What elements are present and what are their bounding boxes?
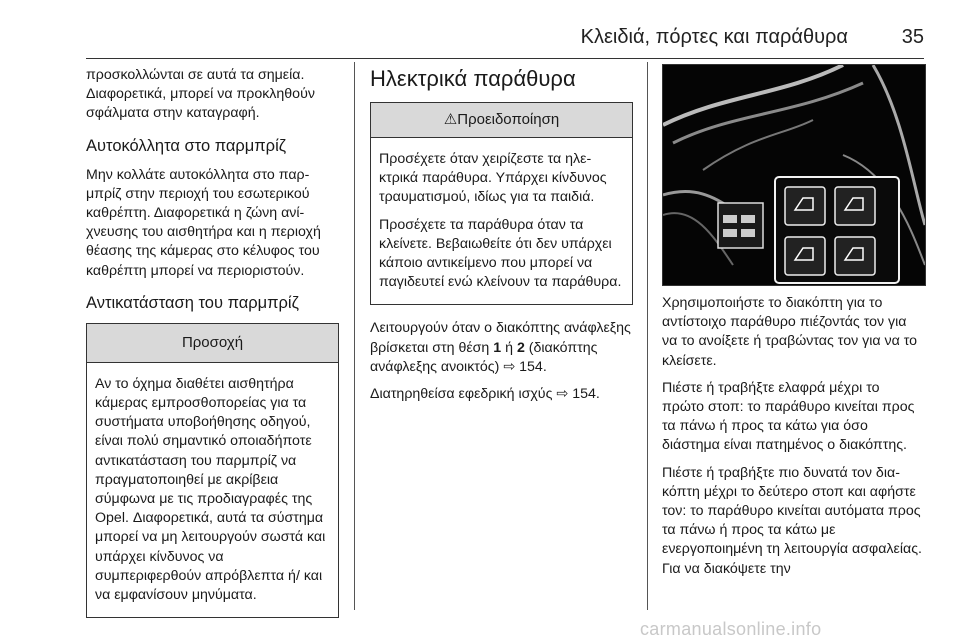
caution-text: Αν το όχημα διαθέτει αισθητήρα κάμερας εμπροσθοπορείας για τα συστήματα υποβοήθησης οδηγού, είναι πολύ σημαντικό οποιαδήποτε αντικατάσταση του παρμπρίζ να πραγματοποιηθεί με ακρίβεια σύμφωνα με τις προδιαγραφές της Opel. Διαφορετικά, αυτά τα σύστημα μπορεί να μη λειτουργούν σωστά και υπάρχει κίνδυνος να συμπεριφερθούν απρόβλεπτα ή/ και να εμφανίσουν μηνύματα. bbox=[95, 375, 326, 604]
warning-paragraph-1: Προσέχετε όταν χειρίζεστε τα ηλεκτρικά παράθυρα. Υπάρχει κίνδυνος τραυματισμού, ιδίως για τα παιδιά. bbox=[379, 151, 607, 206]
page-reference-link[interactable]: 154. bbox=[572, 386, 600, 403]
window-switch-illustration bbox=[662, 64, 926, 286]
warning-triangle-icon: ⚠ bbox=[443, 111, 458, 128]
section-heading-power-windows: Ηλεκτρικά παράθυρα bbox=[370, 66, 576, 91]
warning-box bbox=[370, 102, 633, 305]
column-2 bbox=[370, 66, 633, 412]
warning-paragraph-2: Προσέχετε τα παράθυρα όταν τα κλείνετε. Βεβαιωθείτε ότι δεν υπάρχει κάποιο αντικείμενο που μπορεί να παγιδευτεί ενώ κλείνουν τα παράθυρα. bbox=[379, 216, 622, 291]
caution-title: Προσοχή bbox=[87, 324, 338, 363]
column-3 bbox=[662, 294, 924, 587]
header-rule bbox=[86, 58, 924, 59]
column-1 bbox=[86, 66, 339, 618]
chapter-title: Κλειδιά, πόρτες και παράθυρα bbox=[580, 26, 848, 48]
section-heading-stickers: Αυτοκόλλητα στο παρμπρίζ bbox=[86, 136, 287, 155]
page-reference-link[interactable]: 154. bbox=[519, 358, 547, 375]
cross-reference-arrow-icon: ⇨ bbox=[556, 386, 569, 403]
retained-power-paragraph: Διατηρηθείσα εφεδρική ισχύς ⇨ 154. bbox=[370, 386, 600, 403]
warning-header bbox=[371, 103, 632, 138]
cross-reference-arrow-icon: ⇨ bbox=[503, 358, 516, 375]
caution-box bbox=[86, 323, 339, 618]
first-stop-paragraph: Πιέστε ή τραβήξτε ελαφρά μέχρι το πρώτο στοπ: το παράθυρο κινείται προς τα πάνω ή προς τα κάτω για όσο διάστημα είναι πατημένος ο διακόπτης. bbox=[662, 379, 915, 454]
switch-usage-paragraph: Χρησιμοποιήστε το διακόπτη για το αντίστοιχο παράθυρο πιέζοντάς τον για να το ανοίξετε ή τραβώντας τον για να το κλείσετε. bbox=[662, 295, 918, 369]
operation-paragraph: Λειτουργούν όταν ο διακόπτης ανάφλεξης βρίσκεται στη θέση 1 ή 2 (διακόπτης ανάφλεξης ανοικτός) ⇨ 154. bbox=[370, 320, 631, 375]
watermark: carmanualsonline.info bbox=[640, 619, 822, 639]
ignition-position-2: 2 bbox=[516, 339, 525, 356]
stickers-paragraph: Μην κολλάτε αυτοκόλλητα στο παρμπρίζ στην περιοχή του εσωτερικού καθρέπτη. Διαφορετικά η ζώνη ανίχνευσης του αισθητήρα και η περιοχή θέασης της κάμερας στο κέλυφος του καθρέπτη μπορεί να περιοριστούν. bbox=[86, 166, 321, 279]
page-number: 35 bbox=[901, 26, 924, 48]
ignition-position-1: 1 bbox=[493, 339, 502, 356]
second-stop-paragraph: Πιέστε ή τραβήξτε πιο δυνατά τον διακόπτη μέχρι το δεύτερο στοπ και αφήστε τον: το παράθυρο κινείται αυτόματα προς τα πάνω ή προς τα κάτω με ενεργοποιημένη τη λειτουργία ασφαλείας. Για να διακόψετε την bbox=[662, 464, 922, 577]
warning-title: Προειδοποίηση bbox=[457, 111, 560, 128]
column-divider-2 bbox=[647, 62, 648, 610]
section-heading-windscreen-replacement: Αντικατάσταση του παρμπρίζ bbox=[86, 293, 299, 312]
column-divider-1 bbox=[354, 62, 355, 610]
intro-paragraph: προσκολλώνται σε αυτά τα σημεία. Διαφορετικά, μπορεί να προκληθούν σφάλματα στην καταγραφή. bbox=[86, 67, 315, 122]
